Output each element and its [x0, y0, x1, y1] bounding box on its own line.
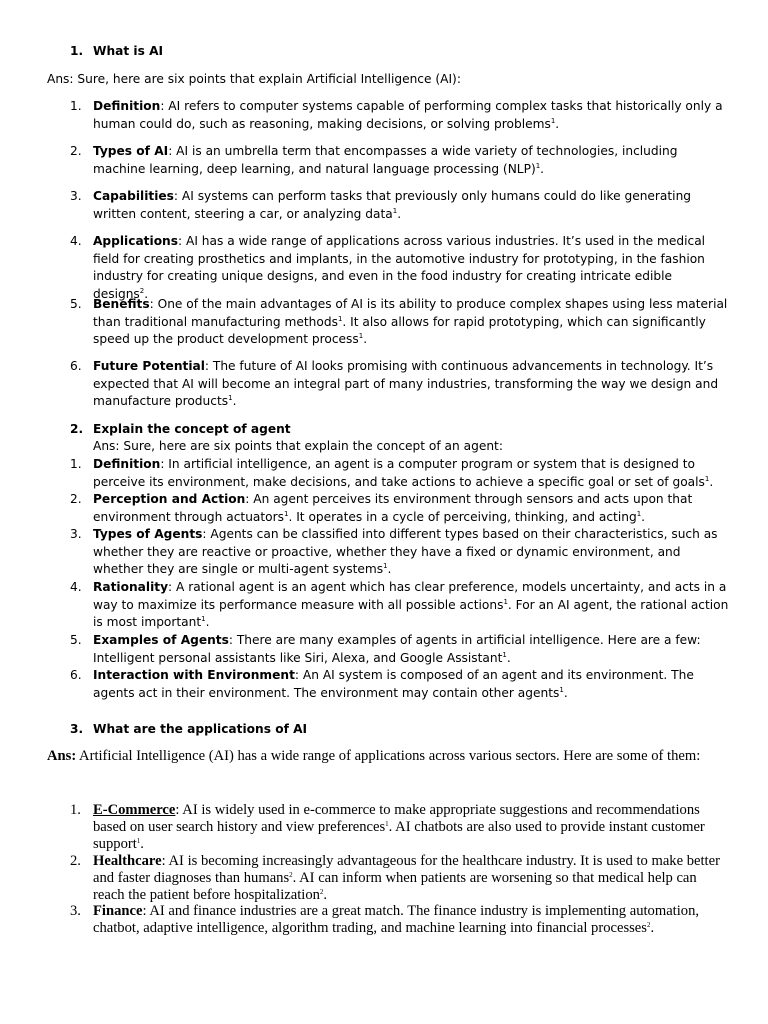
list-item-number: 1.	[70, 802, 81, 818]
list-item	[70, 456, 730, 491]
list-item-text: : AI has a wide range of applications across various industries. It’s used in the medical field for creating prosthetics and implants, in the automotive industry for prototyping, in the fashion industry for creating unique designs, and even in the food industry for creating intricate edible designs	[93, 234, 706, 301]
list-item-text: : AI and finance industries are a great match. The finance industry is implementing automation, chatbot, adaptive intelligence, algorithm trading, and machine learning into financial processes	[93, 903, 700, 936]
section-3-intro	[47, 748, 727, 765]
list-item-body	[93, 903, 730, 937]
footnote-ref: 2	[646, 921, 651, 929]
list-item	[70, 802, 730, 853]
list-item-number: 5.	[70, 633, 82, 647]
list-item-text: . AI can inform when patients are worsening so that medical help can reach the patient before hospitalization	[93, 870, 697, 903]
list-item-term: Definition	[93, 99, 161, 113]
section-3-title: What are the applications of AI	[93, 722, 308, 736]
section-2-intro: Ans: Sure, here are six points that explain the concept of an agent:	[93, 439, 503, 453]
list-item-term: Benefits	[93, 297, 150, 311]
list-item-term: Capabilities	[93, 189, 174, 203]
list-item-text: : AI systems can perform tasks that previously only humans could do like generating written content, steering a car, or analyzing data	[93, 189, 692, 221]
list-item	[70, 526, 730, 579]
list-item-term: Perception and Action	[93, 492, 246, 506]
list-item-number: 5.	[70, 297, 82, 311]
list-item-number: 6.	[70, 359, 82, 373]
list-item-body	[93, 143, 730, 178]
list-item-end: .	[555, 116, 560, 131]
section-2-title: Explain the concept of agent	[93, 422, 291, 436]
footnote-ref: 1	[358, 332, 364, 340]
list-item-term: Types of AI	[93, 144, 169, 158]
footnote-ref: 2	[319, 888, 324, 896]
list-item-term: Interaction with Environment	[93, 668, 295, 682]
section-1-heading: 1. What is AI	[70, 44, 164, 58]
footnote-ref: 2	[289, 871, 293, 879]
list-item-body	[93, 456, 730, 491]
list-item-body	[93, 233, 730, 303]
list-item-text: . It also allows for rapid prototyping, which can significantly speed up the product development process	[93, 314, 706, 346]
list-item-text: : AI is widely used in e-commerce to make appropriate suggestions and recommendations based on user search history and view preferences	[93, 802, 700, 835]
list-item-text: : One of the main advantages of AI is its ability to produce complex shapes using less material than traditional manufacturing methods	[93, 297, 728, 329]
list-item-text: : AI is becoming increasingly advantageous for the healthcare industry. It is used to make better and faster diagnoses than humans	[93, 853, 720, 886]
list-item-body	[93, 526, 730, 579]
list-item-body	[93, 579, 730, 632]
list-item	[70, 853, 730, 904]
list-item-term: Rationality	[93, 580, 169, 594]
list-item-body	[93, 188, 730, 223]
section-1-intro: Ans: Sure, here are six points that explain Artificial Intelligence (AI):	[47, 72, 461, 86]
footnote-ref: 1	[550, 116, 556, 125]
list-item-body	[93, 98, 730, 133]
footnote-ref: 2	[139, 286, 145, 295]
footnote-ref: 1	[228, 394, 233, 402]
list-item-end: .	[205, 615, 210, 629]
list-item-term: Types of Agents	[93, 527, 203, 541]
footnote-ref: 1	[503, 597, 508, 606]
list-item-term: Examples of Agents	[93, 633, 229, 647]
footnote-ref: 1	[136, 837, 141, 845]
list-item-term: Future Potential	[93, 359, 205, 373]
list-item-number: 3.	[70, 527, 82, 541]
list-item-end: .	[641, 509, 646, 524]
list-item-number: 1.	[70, 457, 82, 471]
list-item-end: .	[540, 161, 545, 176]
list-item-end: .	[506, 650, 511, 665]
list-item-text: : AI is an umbrella term that encompasses a wide variety of technologies, including machine learning, deep learning, and natural language processing (NLP)	[93, 144, 678, 176]
list-item-number: 3.	[70, 903, 81, 919]
list-item-end: .	[650, 920, 655, 936]
section-2-heading: 2. Explain the concept of agent	[70, 422, 291, 436]
list-item-text: : Agents can be classified into different types based on their characteristics, such as whether they are reactive or proactive, whether they have a fixed or dynamic environment, and whether they are single or multi-agent systems	[93, 527, 718, 576]
list-item-text: : There are many examples of agents in artificial intelligence. Here are a few: Intelligent personal assistants like Siri, Alexa, and Google Assistant	[93, 633, 701, 665]
list-item	[70, 903, 730, 937]
list-item	[70, 491, 730, 526]
list-item-text: . For an AI agent, the rational action is most important	[93, 597, 729, 629]
list-item-text: : A rational agent is an agent which has clear preference, models uncertainty, and acts in a way to maximize its performance measure with all possible actions	[93, 580, 727, 612]
list-item	[70, 358, 730, 411]
list-item	[70, 296, 730, 349]
list-item-body	[93, 491, 730, 526]
footnote-ref: 1	[559, 685, 564, 694]
list-item-body	[93, 802, 730, 853]
list-item-text: . It operates in a cycle of perceiving, thinking, and acting	[288, 509, 637, 524]
list-item	[70, 188, 730, 223]
list-item-number: 2.	[70, 144, 82, 158]
section-3-heading: 3. What are the applications of AI	[70, 722, 308, 736]
section-3-intro-text: Artificial Intelligence (AI) has a wide range of applications across various sectors. Here are some of them:	[76, 748, 701, 764]
list-item	[70, 632, 730, 667]
section-1-title: What is AI	[93, 44, 164, 58]
footnote-ref: 1	[704, 474, 710, 483]
list-item-number: 2.	[70, 492, 82, 506]
list-item-text: : The future of AI looks promising with continuous advancements in technology. It’s expected that AI will become an integral part of many industries, transforming the way we design and manufacture products	[93, 359, 719, 408]
list-item-term: Healthcare	[93, 853, 162, 869]
footnote-ref: 1	[535, 161, 541, 170]
list-item	[70, 98, 730, 133]
list-item-end: .	[144, 286, 149, 301]
list-item-text: : An AI system is composed of an agent and its environment. The agents act in their environment. The environment may contain other agents	[93, 668, 694, 700]
list-item-end: .	[563, 685, 568, 700]
list-item-number: 2.	[70, 853, 81, 869]
list-item-term: E-Commerce	[93, 802, 176, 818]
list-item-term: Applications	[93, 234, 178, 248]
list-item-body	[93, 632, 730, 667]
list-item-end: .	[232, 394, 237, 408]
list-item-body	[93, 296, 730, 349]
list-item-text: . AI chatbots are also used to provide instant customer support	[93, 819, 705, 852]
footnote-ref: 1	[383, 562, 388, 570]
footnote-ref: 1	[337, 314, 343, 323]
list-item	[70, 579, 730, 632]
list-item-end: .	[140, 836, 144, 852]
list-item-term: Finance	[93, 903, 143, 919]
list-item-number: 6.	[70, 668, 82, 682]
list-item-text: : AI refers to computer systems capable of performing complex tasks that historically only a human could do, such as reasoning, making decisions, or solving problems	[93, 99, 723, 131]
list-item-end: .	[709, 474, 714, 489]
footnote-ref: 1	[636, 509, 642, 518]
list-item-end: .	[363, 332, 368, 346]
list-item-number: 1.	[70, 99, 82, 113]
list-item-number: 4.	[70, 234, 82, 248]
footnote-ref: 1	[385, 820, 389, 828]
list-item-text: : An agent perceives its environment through sensors and acts upon that environment through actuators	[93, 492, 693, 524]
footnote-ref: 1	[201, 615, 206, 623]
footnote-ref: 1	[502, 650, 507, 659]
list-item	[70, 143, 730, 178]
section-3-intro-label: Ans:	[47, 748, 77, 764]
list-item-end: .	[397, 206, 402, 221]
list-item-body	[93, 853, 730, 904]
footnote-ref: 1	[392, 206, 398, 215]
footnote-ref: 1	[284, 509, 289, 518]
list-item-end: .	[387, 562, 392, 576]
list-item-term: Definition	[93, 457, 161, 471]
list-item-body	[93, 358, 730, 411]
list-item-text: : In artificial intelligence, an agent is a computer program or system that is designed to perceive its environment, make decisions, and take actions to achieve a specific goal or set of goals	[93, 457, 705, 489]
list-item	[70, 233, 730, 303]
list-item-number: 3.	[70, 189, 82, 203]
list-item-number: 4.	[70, 580, 82, 594]
list-item-body	[93, 667, 730, 702]
list-item-end: .	[323, 887, 328, 903]
list-item	[70, 667, 730, 702]
